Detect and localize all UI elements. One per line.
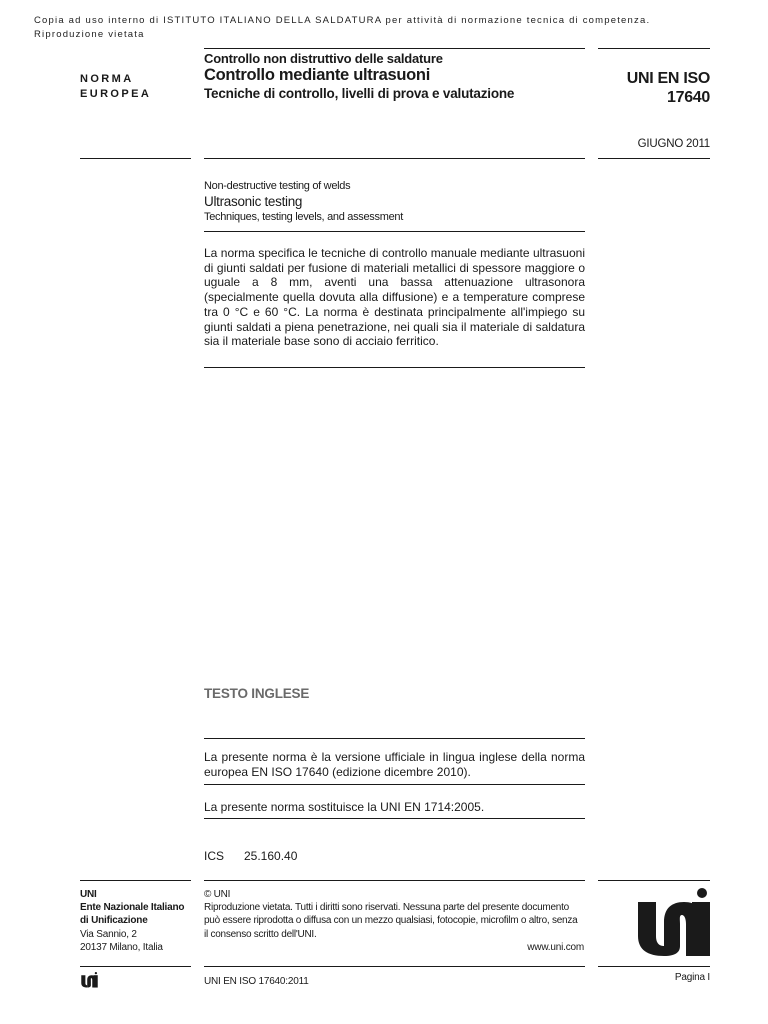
- footer-standard-reference: UNI EN ISO 17640:2011: [204, 976, 309, 987]
- watermark-notice: [34, 14, 650, 42]
- english-title: Ultrasonic testing: [204, 194, 303, 209]
- organization-short-name: UNI: [80, 889, 97, 900]
- uni-logo-icon: [636, 888, 712, 958]
- copyright-block: [204, 888, 586, 941]
- abstract-text: La norma specifica le tecniche di controllo manuale mediante ultrasuoni di giunti saldati per fusione di materiali metallici di spessore maggiore o uguale a 8 mm, aventi una bassa attenuazione ultrasonora (specialmente quella dovuta alla diffusione) e a temperature comprese tra 0 °C e 60 °C. La norma è destinata principalmente all'impiego su giunti saldati a piena penetrazione, nei quali sia il materiale di saldatura sia il materiale base sono di acciaio ferritico.: [204, 246, 585, 349]
- website-link[interactable]: www.uni.com: [527, 942, 584, 953]
- header-bottom-rule-right: [598, 158, 710, 159]
- footer-top-rule-left: [80, 880, 191, 881]
- copyright-line: © UNI: [204, 889, 231, 900]
- organization-address-2: 20137 Milano, Italia: [80, 941, 163, 953]
- header-bottom-rule-middle: [204, 158, 585, 159]
- europea-label: EUROPEA: [80, 88, 152, 100]
- bottom-rule-middle: [204, 966, 585, 967]
- uni-logo: [636, 888, 712, 963]
- document-title: Controllo mediante ultrasuoni: [204, 66, 430, 84]
- organization-name-2: di Unificazione: [80, 915, 148, 927]
- footer-top-rule-middle: [204, 880, 585, 881]
- abstract-top-rule: [204, 231, 585, 232]
- official-version-note: La presente norma è la versione ufficiale in lingua inglese della norma europea EN ISO 17640 (edizione dicembre 2010).: [204, 750, 585, 779]
- rights-line-3: il consenso scritto dell'UNI.: [204, 928, 317, 940]
- standard-prefix: UNI EN ISO: [626, 70, 710, 87]
- bottom-rule-right: [598, 966, 710, 967]
- abstract-bottom-rule: [204, 367, 585, 368]
- english-subject: Non-destructive testing of welds: [204, 180, 351, 192]
- ics-label: ICS: [204, 849, 225, 863]
- norma-europea-label: [80, 72, 151, 102]
- rights-line-2: può essere riprodotta o diffusa con un mezzo qualsiasi, fotocopie, microfilm o altro, senza: [204, 915, 578, 927]
- standard-number: [598, 69, 710, 107]
- bottom-rule-left: [80, 966, 191, 967]
- watermark-line-2: Riproduzione vietata: [34, 29, 145, 40]
- organization-name-1: Ente Nazionale Italiano: [80, 902, 185, 914]
- rights-line-1: Riproduzione vietata. Tutti i diritti sono riservati. Nessuna parte del presente documento: [204, 902, 569, 914]
- watermark-line-1: Copia ad uso interno di ISTITUTO ITALIANO DELLA SALDATURA per attività di normazione tecnica di competenza.: [34, 15, 651, 26]
- header-top-rule-right: [598, 48, 710, 49]
- notes-bottom-rule: [204, 818, 585, 819]
- document-subject: Controllo non distruttivo delle saldature: [204, 51, 443, 66]
- page-number: Pagina I: [674, 972, 710, 983]
- header-bottom-rule-left: [80, 158, 191, 159]
- organization-block: [80, 888, 184, 954]
- ics-code: 25.160.40: [244, 849, 298, 863]
- footer-top-rule-right: [598, 880, 710, 881]
- document-subtitle: Tecniche di controllo, livelli di prova e valutazione: [204, 86, 515, 101]
- uni-small-logo: [80, 972, 99, 993]
- standard-code: 17640: [667, 89, 710, 106]
- language-note-heading: TESTO INGLESE: [204, 686, 310, 701]
- english-subtitle: Techniques, testing levels, and assessment: [204, 211, 403, 223]
- notes-middle-rule: [204, 784, 585, 785]
- norma-label: NORMA: [80, 73, 134, 85]
- header-top-rule: [204, 48, 585, 49]
- notes-top-rule: [204, 738, 585, 739]
- replacement-note: La presente norma sostituisce la UNI EN 1714:2005.: [204, 800, 485, 814]
- organization-address-1: Via Sannio, 2: [80, 928, 137, 940]
- uni-small-logo-icon: [80, 972, 99, 988]
- publication-date: GIUGNO 2011: [637, 138, 710, 150]
